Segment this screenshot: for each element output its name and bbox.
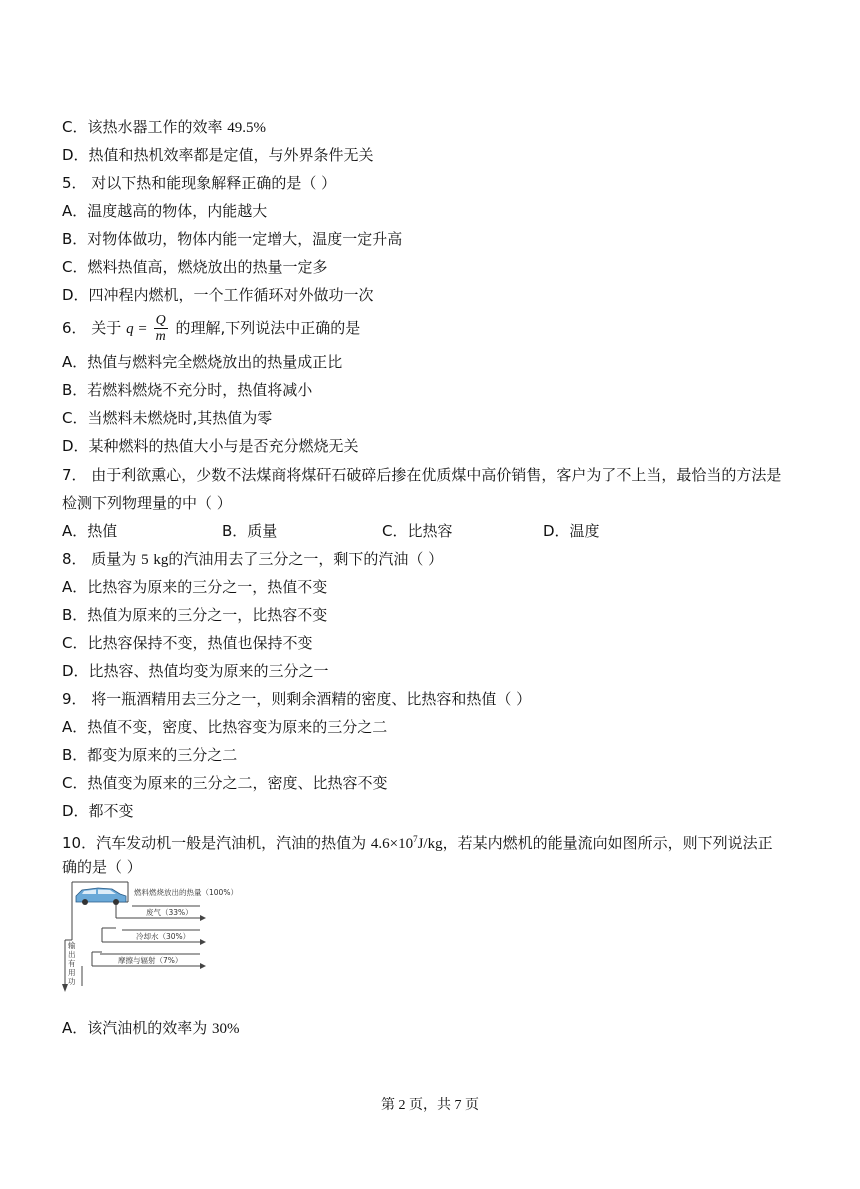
q8-mass-unit: kg	[153, 552, 169, 568]
q10-heat-mantissa: 4.6×10	[370, 836, 414, 852]
q9-option-a: A．热值不变，密度、比热容变为原来的三分之二	[62, 718, 388, 736]
q6-suffix: 的理解,下列说法中正确的是	[175, 319, 361, 337]
car-icon	[76, 888, 126, 905]
exhaust-arrow-icon	[200, 915, 206, 921]
q6-option-c: C．当燃料未燃烧时,其热值为零	[62, 409, 273, 427]
q6-fraction-denominator: m	[155, 329, 166, 344]
q10-heat-value	[371, 836, 443, 852]
q7-option-d: D．温度	[543, 522, 600, 540]
diagram-top-label: 燃料燃烧放出的热量（100%）	[134, 888, 238, 897]
q7-option-b: B．质量	[222, 522, 278, 540]
q5-option-c: C．燃料热值高，燃烧放出的热量一定多	[62, 258, 328, 276]
q4-option-c-text: C．该热水器工作的效率	[62, 118, 223, 136]
q9-option-c: C．热值变为原来的三分之二，密度、比热容不变	[62, 774, 388, 792]
q10-option-a-text: A．该汽油机的效率为	[62, 1019, 208, 1037]
q5-option-b: B．对物体做功，物体内能一定增大，温度一定升高	[62, 230, 403, 248]
q6-formula-var: q	[126, 321, 134, 337]
q6-option-d: D．某种燃料的热值大小与是否充分燃烧无关	[62, 437, 359, 455]
q9-stem: 9． 将一瓶酒精用去三分之一，则剩余酒精的密度、比热容和热值（ ）	[62, 690, 532, 708]
q10-prefix: 10．汽车发动机一般是汽油机，汽油的热值为	[62, 834, 367, 852]
friction-arrow-icon	[200, 963, 206, 969]
q10-heat-unit: J/kg	[417, 836, 443, 852]
q10-option-a	[62, 1018, 240, 1039]
q5-stem: 5． 对以下热和能现象解释正确的是（ ）	[62, 174, 337, 192]
diagram-exhaust-label: 废气（33%）	[146, 908, 193, 917]
q8-option-c: C．比热容保持不变，热值也保持不变	[62, 634, 313, 652]
q8-option-d: D．比热容、热值均变为原来的三分之一	[62, 662, 329, 680]
q6-formula-eq: =	[138, 321, 151, 337]
q6-option-a: A．热值与燃料完全燃烧放出的热量成正比	[62, 353, 343, 371]
energy-flow-diagram	[60, 880, 270, 998]
q10-heat-exponent: 7	[413, 834, 418, 844]
q9-option-b: B．都变为原来的三分之二	[62, 746, 238, 764]
q8-option-a: A．比热容为原来的三分之一，热值不变	[62, 578, 328, 596]
q5-option-d: D．四冲程内燃机，一个工作循环对外做功一次	[62, 286, 374, 304]
diagram-output-char-5: 功	[68, 977, 76, 986]
q6-stem	[62, 310, 360, 347]
q8-suffix: 的汽油用去了三分之一，剩下的汽油（ ）	[168, 550, 444, 568]
q8-prefix: 8． 质量为	[62, 550, 137, 568]
q9-option-d: D．都不变	[62, 802, 134, 820]
q8-option-b: B．热值为原来的三分之一，比热容不变	[62, 606, 328, 624]
q10-suffix: ，若某内燃机的能量流向如图所示，则下列说法正	[442, 834, 773, 852]
q6-fraction-numerator: Q	[155, 313, 166, 328]
q8-mass-value: 5	[141, 552, 149, 568]
diagram-output-char-1: 输	[68, 941, 76, 950]
q7-stem-line1: 7． 由于利欲熏心，少数不法煤商将煤矸石破碎后掺在优质煤中高价销售，客户为了不上当，最恰当的方法是	[62, 466, 782, 484]
q8-stem	[62, 549, 443, 570]
q6-option-b: B．若燃料燃烧不充分时，热值将减小	[62, 381, 313, 399]
q4-option-d: D．热值和热机效率都是定值，与外界条件无关	[62, 146, 374, 164]
q4-option-c	[62, 117, 266, 138]
q6-prefix: 6． 关于	[62, 319, 122, 337]
diagram-friction-label: 摩擦与辐射（7%）	[118, 956, 183, 965]
q7-option-a: A．热值	[62, 522, 118, 540]
q10-option-a-value: 30%	[212, 1021, 240, 1037]
q4-option-c-value: 49.5%	[227, 120, 267, 136]
q10-stem-line2: 确的是（ ）	[62, 858, 142, 876]
q10-stem-line1	[62, 829, 773, 854]
q6-formula-fraction	[154, 313, 168, 344]
diagram-output-char-4: 用	[68, 968, 76, 977]
diagram-output-char-2: 出	[68, 950, 76, 959]
q7-stem-line2: 检测下列物理量的中（ ）	[62, 494, 232, 512]
diagram-output-char-3: 有	[68, 959, 76, 968]
diagram-cooling-label: 冷却水（30%）	[136, 932, 191, 941]
cooling-arrow-icon	[200, 939, 206, 945]
q5-option-a: A．温度越高的物体，内能越大	[62, 202, 268, 220]
q7-option-c: C．比热容	[382, 522, 453, 540]
page-footer: 第 2 页，共 7 页	[381, 1098, 479, 1113]
